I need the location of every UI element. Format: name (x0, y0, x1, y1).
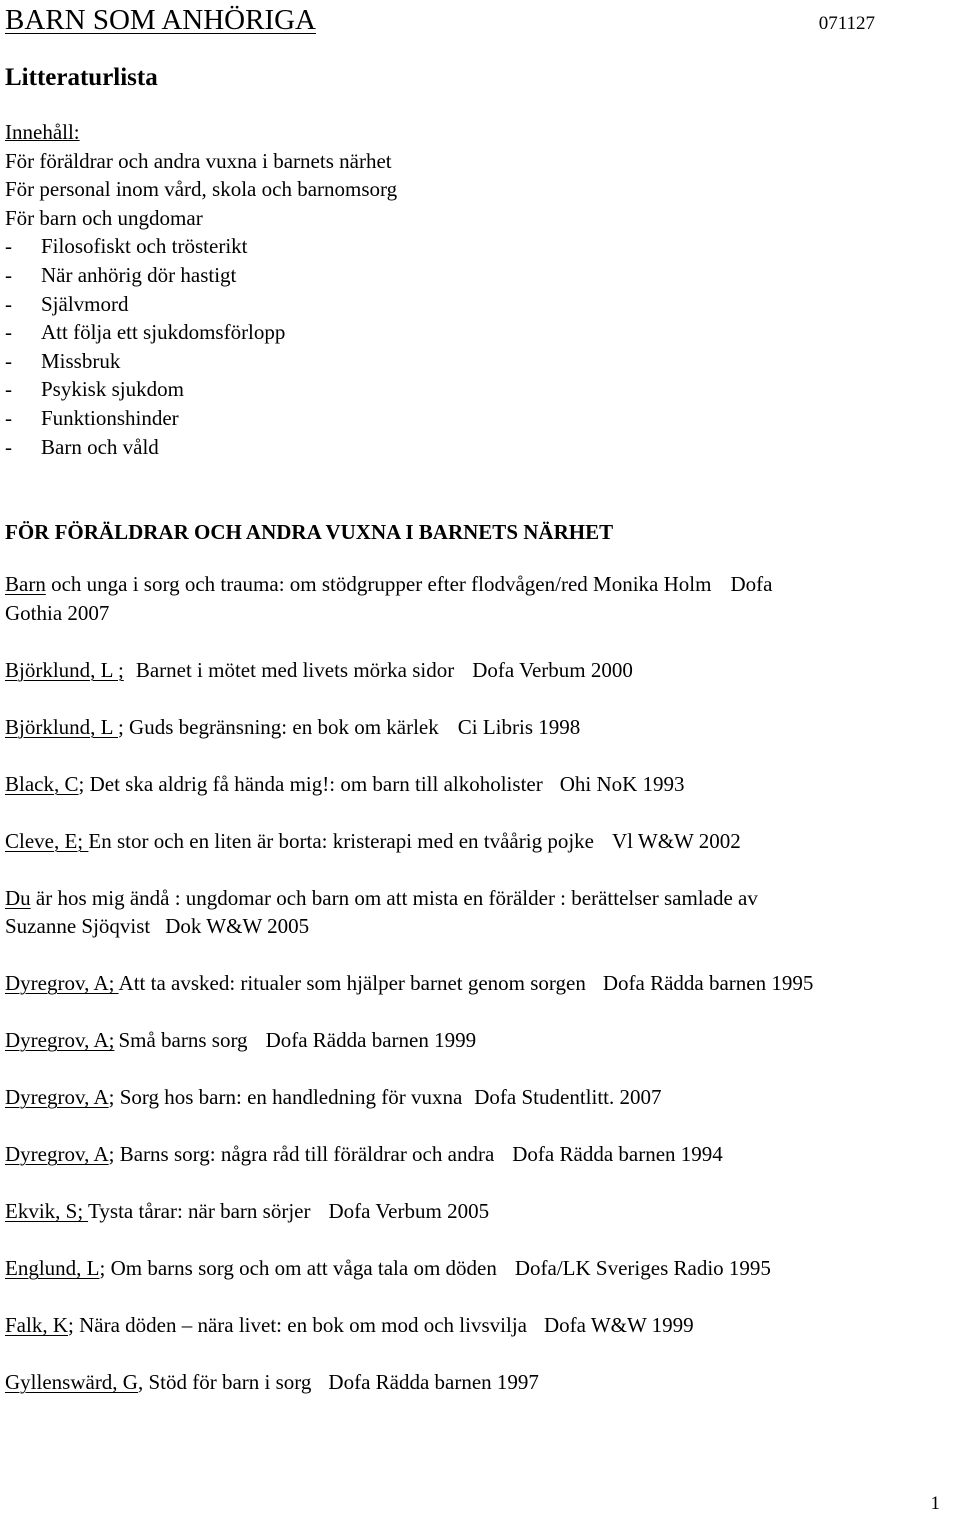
bibliography-entry (5, 770, 960, 799)
entry-line (5, 599, 960, 628)
toc-dash: - (5, 291, 12, 316)
entry-author: Ekvik, S; (5, 1199, 89, 1223)
entry-title: ; Om barns sorg och om att våga tala om döden (99, 1256, 497, 1280)
entry-publisher: Dofa Studentlitt. 2007 (474, 1085, 662, 1109)
entry-publisher: Dofa Verbum 2000 (472, 657, 633, 682)
entry-line (5, 1368, 960, 1397)
toc-sub-item (5, 261, 397, 290)
entry-author: Dyregrov, A; (5, 1028, 115, 1052)
entry-line (5, 770, 960, 799)
toc-sub-item (5, 433, 397, 462)
entry-line (5, 713, 960, 742)
bibliography-entry (5, 1368, 960, 1397)
entry-publisher: Dok W&W 2005 (165, 914, 310, 938)
toc-sub-item (5, 375, 397, 404)
entry-publisher: Dofa Rädda barnen 1995 (602, 971, 814, 995)
entry-publisher: Dofa Rädda barnen 1999 (265, 1028, 477, 1052)
entry-line (5, 969, 960, 998)
entry-author: Dyregrov, A (5, 1085, 109, 1109)
bibliography-entry (5, 884, 960, 941)
entry-title: ; Nära döden – nära livet: en bok om mod och livsvilja (68, 1313, 527, 1337)
entry-line (5, 1083, 960, 1112)
toc-sub-item-label: Filosofiskt och trösterikt (41, 234, 248, 259)
document-date: 071127 (818, 13, 875, 34)
entry-title: Barnet i mötet med livets mörka sidor (135, 657, 455, 682)
entry-author: Barn (5, 572, 46, 596)
entry-author: Dyregrov, A (5, 1142, 109, 1166)
entry-title: ; Guds begränsning: en bok om kärlek (117, 714, 439, 739)
entry-publisher: Dofa (730, 572, 773, 596)
entry-publisher: Ci Libris 1998 (457, 714, 581, 739)
entry-line (5, 1311, 960, 1340)
entry-publisher: Dofa Rädda barnen 1997 (328, 1370, 539, 1394)
entry-line (5, 1140, 960, 1169)
toc-sub-item (5, 232, 397, 261)
entry-publisher: Dofa W&W 1999 (543, 1313, 694, 1337)
bibliography-entry (5, 1140, 960, 1169)
toc-sub-item-label: Att följa ett sjukdomsförlopp (41, 320, 286, 345)
entry-title: , Stöd för barn i sorg (137, 1370, 312, 1394)
entry-author: Dyregrov, A; (5, 971, 119, 995)
bibliography-list (5, 570, 960, 1397)
entry-author: Cleve, E; (5, 828, 89, 853)
entry-title: En stor och en liten är borta: kristerapi med en tvåårig pojke (88, 828, 594, 853)
entry-author: Black, C (5, 771, 79, 796)
entry-title: Tysta tårar: när barn sörjer (88, 1199, 311, 1223)
document-header (5, 2, 875, 38)
bibliography-entry (5, 969, 960, 998)
entry-title: och unga i sorg och trauma: om stödgrupper efter flodvågen/red Monika Holm (45, 572, 712, 596)
entry-title: är hos mig ändå : ungdomar och barn om att mista en förälder : berättelser samlade av (30, 885, 758, 910)
entry-line (5, 656, 960, 685)
entry-author: Falk, K (5, 1313, 68, 1337)
entry-editor: Suzanne Sjöqvist (5, 914, 151, 938)
section-heading: FÖR FÖRÄLDRAR OCH ANDRA VUXNA I BARNETS NÄRHET (5, 520, 614, 544)
toc-heading-line (5, 118, 397, 147)
entry-publisher: Vl W&W 2002 (612, 828, 741, 853)
toc-heading: Innehåll: (5, 120, 80, 144)
entry-line (5, 884, 960, 913)
table-of-contents (5, 118, 397, 461)
entry-author: Gyllenswärd, G (5, 1370, 138, 1394)
toc-sub-item-label: Barn och våld (41, 434, 159, 459)
document-title: BARN SOM ANHÖRIGA (5, 4, 316, 36)
toc-item: För föräldrar och andra vuxna i barnets närhet (5, 148, 392, 173)
entry-publisher: Dofa Rädda barnen 1994 (512, 1142, 723, 1166)
toc-item: För personal inom vård, skola och barnomsorg (5, 177, 398, 202)
toc-dash: - (5, 234, 12, 259)
toc-sub-item (5, 318, 397, 347)
toc-dash: - (5, 434, 12, 459)
bibliography-entry (5, 656, 960, 685)
toc-sub-item-label: När anhörig dör hastigt (41, 262, 237, 287)
entry-line (5, 827, 960, 856)
entry-publisher: Gothia 2007 (5, 600, 110, 625)
entry-title: Små barns sorg (118, 1028, 248, 1052)
entry-line (5, 570, 960, 599)
toc-dash: - (5, 377, 12, 402)
toc-sub-item-label: Självmord (41, 291, 129, 316)
bibliography-entry (5, 1197, 960, 1226)
toc-sub-item-label: Funktionshinder (41, 405, 179, 430)
toc-dash: - (5, 320, 12, 345)
toc-sub-item (5, 404, 397, 433)
entry-line (5, 1254, 960, 1283)
toc-sub-item (5, 347, 397, 376)
bibliography-entry (5, 713, 960, 742)
toc-sub-item-label: Psykisk sjukdom (41, 377, 184, 402)
entry-author: Björklund, L ; (5, 657, 124, 682)
entry-publisher: Ohi NoK 1993 (559, 771, 685, 796)
bibliography-entry (5, 1083, 960, 1112)
bibliography-entry (5, 827, 960, 856)
entry-title: ; Sorg hos barn: en handledning för vuxna (108, 1085, 463, 1109)
entry-line (5, 1026, 960, 1055)
entry-author: Du (5, 885, 31, 910)
toc-sub-item-label: Missbruk (41, 348, 121, 373)
toc-dash: - (5, 348, 12, 373)
entry-title: ; Barns sorg: några råd till föräldrar och andra (108, 1142, 495, 1166)
page-number: 1 (930, 1493, 940, 1514)
entry-title: Att ta avsked: ritualer som hjälper barnet genom sorgen (118, 971, 586, 995)
entry-author: Englund, L (5, 1256, 100, 1280)
bibliography-entry (5, 1254, 960, 1283)
entry-line (5, 1197, 960, 1226)
bibliography-entry (5, 1026, 960, 1055)
entry-line (5, 912, 960, 941)
toc-dash: - (5, 262, 12, 287)
list-title: Litteraturlista (5, 64, 158, 91)
toc-sub-item (5, 290, 397, 319)
toc-dash: - (5, 405, 12, 430)
bibliography-entry (5, 570, 960, 627)
toc-item: För barn och ungdomar (5, 205, 203, 230)
entry-author: Björklund, L (5, 714, 118, 739)
entry-publisher: Dofa/LK Sveriges Radio 1995 (514, 1256, 771, 1280)
entry-title: ; Det ska aldrig få hända mig!: om barn till alkoholister (78, 771, 543, 796)
entry-publisher: Dofa Verbum 2005 (328, 1199, 490, 1223)
bibliography-entry (5, 1311, 960, 1340)
